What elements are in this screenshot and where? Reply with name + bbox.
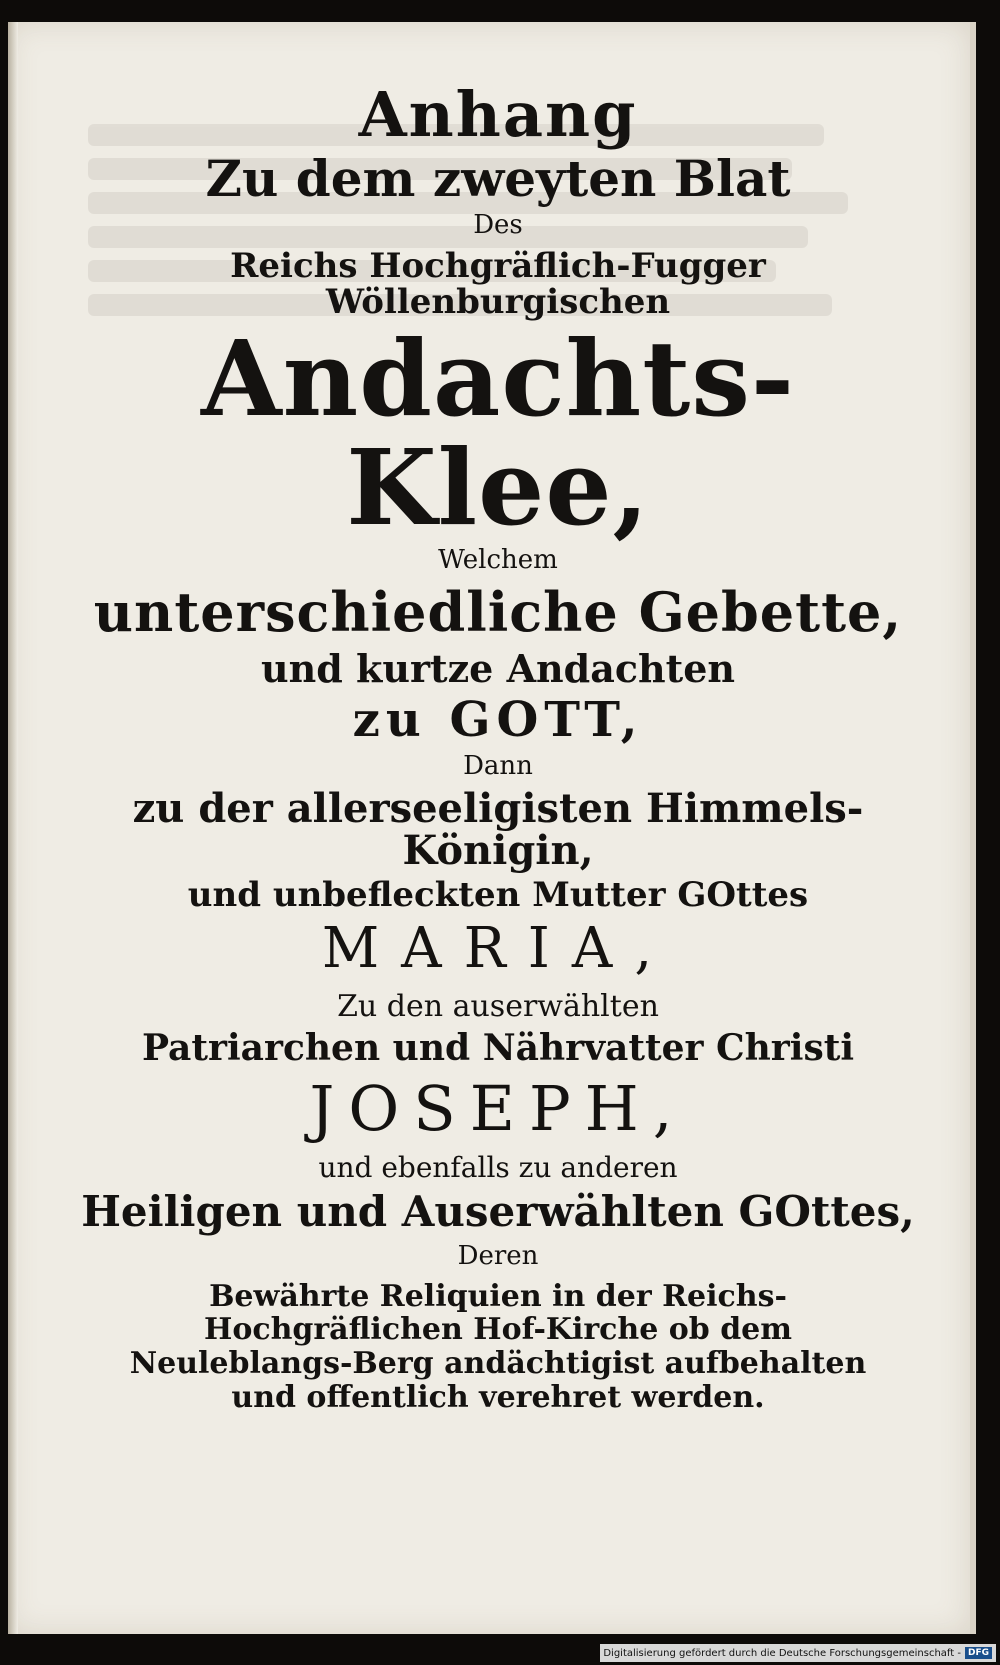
title-maria: MARIA, bbox=[321, 915, 675, 981]
title-deren: Deren bbox=[457, 1240, 539, 1271]
title-patriarchen: Patriarchen und Nährvatter Christi bbox=[141, 1027, 855, 1070]
title-kurtze-andachten: und kurtze Andachten bbox=[261, 645, 735, 691]
title-unterschiedliche: unterschiedliche Gebette, bbox=[93, 579, 903, 644]
title-reichs: Reichs Hochgräflich-Fugger Wöllenburgischen bbox=[230, 245, 766, 322]
title-reliquien-paragraph: Bewährte Reliquien in der Reichs-Hochgräflichen Hof-Kirche ob dem Neuleblangs-Berg andächtigist aufbehalten und offentlich verehret werden. bbox=[129, 1278, 867, 1415]
title-zu-dem-blat: Zu dem zweyten Blat bbox=[205, 149, 791, 209]
digitization-credit-bar bbox=[600, 1644, 996, 1662]
title-andachts-klee: Andachts-Klee, bbox=[200, 317, 796, 550]
page-gutter bbox=[8, 22, 18, 1634]
title-mutter-gottes: und unbefleckten Mutter GOttes bbox=[187, 875, 809, 916]
title-des: Des bbox=[473, 209, 523, 240]
title-zu-gott: zu GOTT, bbox=[352, 691, 644, 748]
title-auserwaehlten: Zu den auserwählten bbox=[337, 988, 659, 1024]
title-joseph: JOSEPH, bbox=[309, 1071, 687, 1145]
title-heiligen: Heiligen und Auserwählten GOttes, bbox=[81, 1187, 915, 1237]
digitization-credit-text: Digitalisierung gefördert durch die Deutsche Forschungsgemeinschaft - bbox=[603, 1647, 961, 1659]
title-himmels-koenigin: zu der allerseeligisten Himmels-Königin, bbox=[132, 785, 864, 875]
title-anhang: Anhang bbox=[358, 78, 638, 151]
dfg-logo-icon: DFG bbox=[965, 1647, 992, 1659]
title-block bbox=[58, 78, 938, 1415]
title-dann: Dann bbox=[463, 750, 533, 781]
title-welchem: Welchem bbox=[438, 544, 558, 575]
title-ebenfalls: und ebenfalls zu anderen bbox=[318, 1151, 678, 1185]
book-page bbox=[8, 22, 976, 1634]
